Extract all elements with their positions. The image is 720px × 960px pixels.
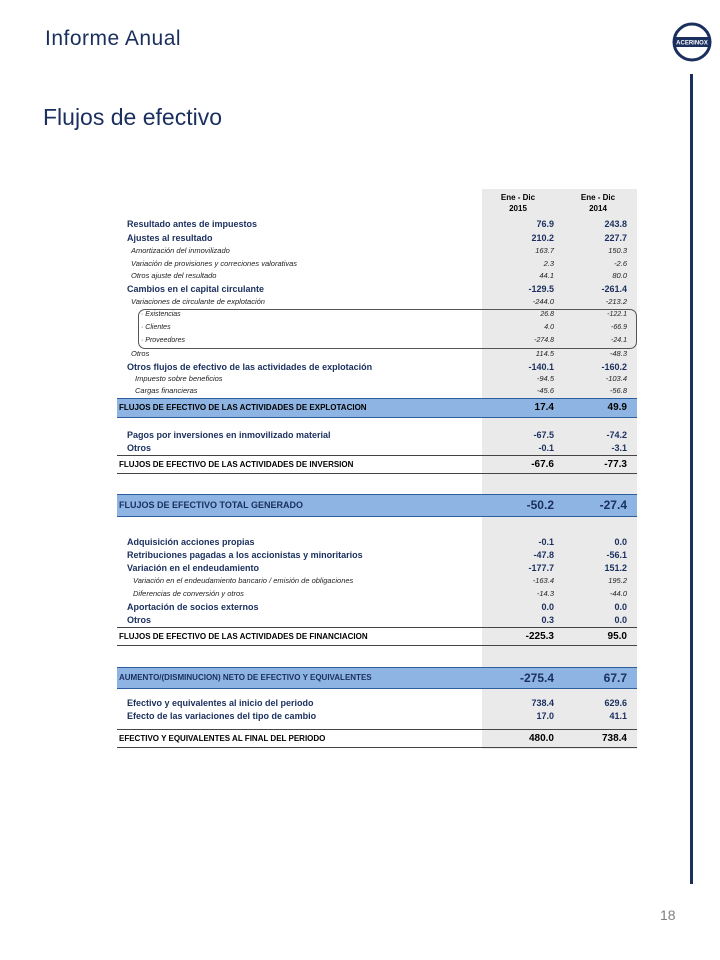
table-row: Otros 0.3 0.0 <box>127 615 627 625</box>
table-row: Variación en el endeudamiento -177.7 151.2 <box>127 563 627 573</box>
table-row: Efecto de las variaciones del tipo de cambio 17.0 41.1 <box>127 711 627 721</box>
table-row: Aportación de socios externos 0.0 0.0 <box>127 602 627 612</box>
table-row: Variación en el endeudamiento bancario / emisión de obligaciones -163.4 195.2 <box>133 576 627 585</box>
table-row: Ajustes al resultado 210.2 227.7 <box>127 233 627 243</box>
cash-flow-table <box>117 189 637 749</box>
table-row: Adquisición acciones propias -0.1 0.0 <box>127 537 627 547</box>
ending-cash-row: EFECTIVO Y EQUIVALENTES AL FINAL DEL PERIODO 480.0 738.4 <box>117 729 637 748</box>
subtotal-row-financing: FLUJOS DE EFECTIVO DE LAS ACTIVIDADES DE FINANCIACION -225.3 95.0 <box>117 627 637 646</box>
column-header-2015: Ene - Dic 2015 <box>500 193 536 213</box>
page-title: Flujos de efectivo <box>43 104 222 130</box>
table-row: Otros 114.5 -48.3 <box>131 349 627 358</box>
table-row: Retribuciones pagadas a los accionistas y minoritarios -47.8 -56.1 <box>127 550 627 560</box>
table-row: Cambios en el capital circulante -129.5 -261.4 <box>127 284 627 294</box>
column-header-2014: Ene - Dic 2014 <box>580 193 616 213</box>
table-row: Diferencias de conversión y otros -14.3 -44.0 <box>133 589 627 598</box>
acerinox-logo <box>672 22 712 62</box>
table-row: · Existencias 26.8 -122.1 <box>141 311 627 318</box>
table-row: Impuesto sobre beneficios -94.5 -103.4 <box>135 374 627 383</box>
table-row: Cargas financieras -45.6 -56.8 <box>135 386 627 395</box>
table-row: Otros flujos de efectivo de las actividades de explotación -140.1 -160.2 <box>127 362 627 372</box>
subtotal-row-operating: FLUJOS DE EFECTIVO DE LAS ACTIVIDADES DE EXPLOTACION 17.4 49.9 <box>117 398 637 418</box>
table-row: Variaciones de circulante de explotación -244.0 -213.2 <box>131 297 627 306</box>
table-row: Variación de provisiones y correciones valorativas 2.3 -2.6 <box>131 259 627 268</box>
subtotal-row-investing: FLUJOS DE EFECTIVO DE LAS ACTIVIDADES DE INVERSION -67.6 -77.3 <box>117 455 637 474</box>
page-number: 18 <box>660 907 676 923</box>
table-row: Otros ajuste del resultado 44.1 80.0 <box>131 271 627 280</box>
table-row: · Clientes 4.0 -66.9 <box>141 324 627 331</box>
table-row: Otros -0.1 -3.1 <box>127 443 627 453</box>
table-row: Pagos por inversiones en inmovilizado material -67.5 -74.2 <box>127 430 627 440</box>
vertical-divider <box>690 74 693 884</box>
table-row: Resultado antes de impuestos 76.9 243.8 <box>127 219 627 229</box>
table-row: Amortización del inmovilizado 163.7 150.3 <box>131 246 627 255</box>
table-row: · Proveedores -274.8 -24.1 <box>141 337 627 344</box>
total-generated-row: FLUJOS DE EFECTIVO TOTAL GENERADO -50.2 -27.4 <box>117 494 637 517</box>
table-row: Efectivo y equivalentes al inicio del periodo 738.4 629.6 <box>127 698 627 708</box>
svg-text:ACERINOX: ACERINOX <box>676 40 708 47</box>
net-change-row: AUMENTO/(DISMINUCION) NETO DE EFECTIVO Y EQUIVALENTES -275.4 67.7 <box>117 667 637 689</box>
report-title: Informe Anual <box>45 27 182 50</box>
